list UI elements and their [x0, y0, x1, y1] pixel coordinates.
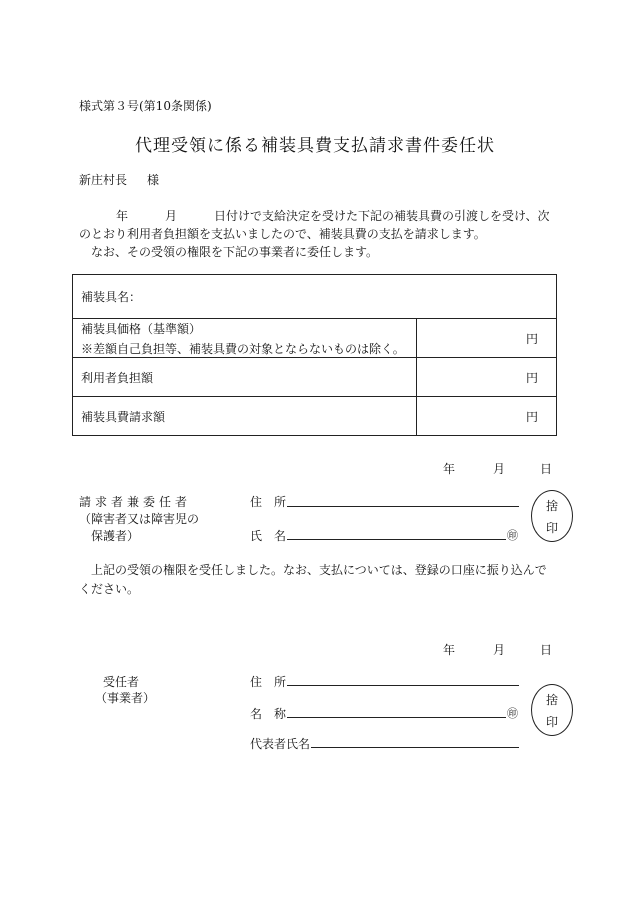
date-year-label: 年 — [443, 643, 456, 657]
seal-char-1: 捨 — [545, 499, 558, 513]
table-row-device-name — [73, 275, 557, 319]
device-name-label: 補装具名： — [81, 290, 142, 304]
recipient-rep-label: 代表者氏名 — [250, 737, 311, 751]
date-year-label: 年 — [443, 462, 456, 476]
page-title: 代理受領に係る補装具費支払請求書件委任状 — [135, 136, 495, 156]
intro-month-label: 月 — [165, 209, 178, 223]
addressee-name: 新庄村長 — [79, 173, 128, 187]
form-number: 様式第３号(第10条関係) — [79, 99, 212, 113]
date-day-label: 日 — [540, 643, 553, 657]
intro-line-3: なお、その受領の権限を下記の事業者に委任します。 — [91, 245, 379, 259]
user-charge-value-cell[interactable] — [417, 358, 557, 397]
price-label: 補装具価格（基準額） — [81, 321, 202, 336]
currency-unit: 円 — [525, 409, 538, 424]
discard-seal-icon — [531, 684, 573, 736]
user-charge-label-cell — [73, 358, 417, 397]
user-charge-label: 利用者負担額 — [81, 370, 154, 385]
requester-title: 請求者兼委任者 — [79, 495, 192, 509]
intro-day-text: 日付けで支給決定を受けた下記の補装具費の引渡しを受け、次 — [214, 209, 550, 223]
claim-value-cell[interactable] — [417, 397, 557, 436]
recipient-sub: （事業者） — [95, 691, 156, 705]
device-cost-table — [72, 274, 557, 436]
price-note: ※差額自己負担等、補装具費の対象とならないものは除く。 — [81, 341, 405, 356]
table-row-claim — [73, 397, 557, 436]
recipient-name-field[interactable] — [287, 717, 506, 718]
recipient-address-field[interactable] — [287, 685, 519, 686]
price-value-cell[interactable] — [417, 319, 557, 358]
recipient-title: 受任者 — [103, 675, 140, 689]
recipient-rep-field[interactable] — [311, 747, 519, 748]
claim-label: 補装具費請求額 — [81, 409, 166, 424]
table-row-price — [73, 319, 557, 358]
seal-char-1: 捨 — [545, 693, 558, 707]
requester-name-label: 氏 名 — [250, 529, 287, 543]
requester-name-field[interactable] — [287, 539, 506, 540]
discard-seal-icon — [531, 490, 573, 542]
intro-line-2: のとおり利用者負担額を支払いましたので、補装具費の支払を請求します。 — [79, 227, 486, 241]
currency-unit: 円 — [525, 370, 538, 385]
recipient-name-label: 名 称 — [250, 707, 287, 721]
claim-label-cell — [73, 397, 417, 436]
acceptance-date[interactable] — [443, 641, 552, 658]
delegation-line-1: 上記の受領の権限を受任しました。なお、支払については、登録の口座に振り込んで — [91, 563, 547, 577]
currency-unit: 円 — [525, 331, 538, 346]
seal-mark-icon: ㊞ — [507, 707, 518, 720]
addressee — [79, 171, 159, 188]
date-month-label: 月 — [493, 643, 506, 657]
price-label-cell — [73, 319, 417, 358]
delegation-line-2: ください。 — [79, 582, 140, 596]
requester-address-field[interactable] — [287, 506, 519, 507]
intro-year-label: 年 — [116, 209, 129, 223]
seal-char-2: 印 — [545, 521, 558, 535]
intro-line-1 — [79, 207, 550, 224]
seal-char-2: 印 — [545, 715, 558, 729]
requester-sub-1: （障害者又は障害児の — [79, 512, 200, 526]
requester-address-label: 住 所 — [250, 495, 287, 509]
addressee-honorific: 様 — [147, 173, 160, 187]
device-name-cell[interactable] — [73, 275, 557, 319]
request-date[interactable] — [443, 460, 552, 477]
table-row-user-charge — [73, 358, 557, 397]
seal-mark-icon: ㊞ — [507, 529, 518, 542]
requester-sub-2: 保護者） — [91, 529, 140, 543]
recipient-address-label: 住 所 — [250, 675, 287, 689]
date-month-label: 月 — [493, 462, 506, 476]
date-day-label: 日 — [540, 462, 553, 476]
